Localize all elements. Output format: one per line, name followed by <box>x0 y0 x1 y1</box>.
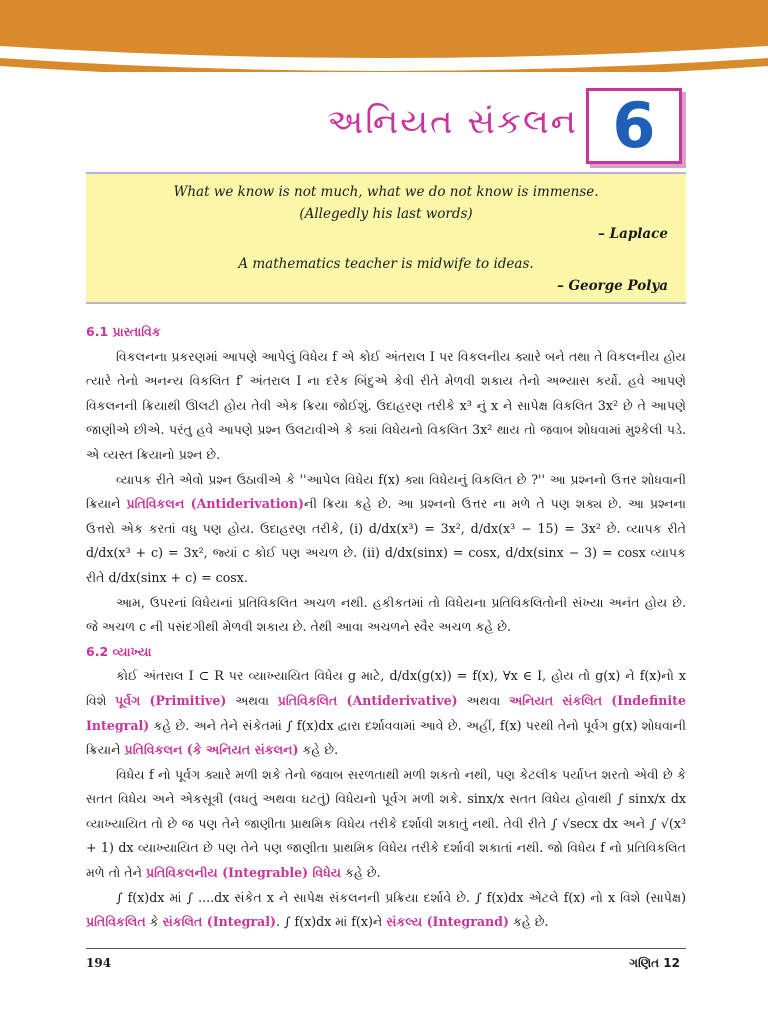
term-antiderivative: પ્રતિવિકલિત (Antiderivative) <box>277 692 458 708</box>
def-p3-a: ∫ f(x)dx માં ∫ ....dx સંકેત x ને સાપેક્ષ સંકલનની પ્રક્રિયા દર્શાવે છે. ∫ f(x)dx એટલે f(x) નો x વિશે (સાપેક્ષ) <box>116 889 686 905</box>
quote-author-laplace: – Laplace <box>598 226 668 242</box>
def-p2-a: વિધેય f નો પૂર્વગ ક્યારે મળી શકે તેનો જવાબ સરળતાથી મળી શકતો નથી, પણ કેટલીક પર્યાપ્ત શરતો એવી છે કે સતત વિધેય અને એકસૂત્રી (વધતું અથવા ઘટતું) વિધેયનો પૂર્વગ મળી શકે. sinx/x સતત વિધેય હોવાથી ∫ sinx/x dx વ્યાખ્યાયિત તો છે જ પણ તેને જાણીતા પ્રાથમિક વિધેય તરીકે દર્શાવી શકાતું નથી. તેવી રીતે ∫ √secx dx અને ∫ √(x³ + 1) dx વ્યાખ્યાયિત છે પણ તેને પણ જાણીતા પ્રાથમિક વિધેય તરીકે દર્શાવી શકાતાં નથી. જો વિધેય f નો પ્રતિવિકલિત મળે તો તેને <box>86 766 686 881</box>
quote-laplace: What we know is not much, what we do not know is immense. <box>173 184 599 200</box>
intro-paragraph-3: આમ, ઉપરનાં વિધેયનાં પ્રતિવિકલિત અચળ નથી. હકીકતમાં તો વિધેયના પ્રતિવિકલિતોની સંખ્યા અનંત હોય છે. જે અચળ c ની પસંદગીથી મેળવી શકાય છે. તેથી આવા અચળને સ્વૈર અચળ કહે છે. <box>86 594 686 635</box>
def-p3-b: . ∫ f(x)dx માં f(x)ને <box>275 914 387 930</box>
intro-paragraph-1: વિકલનના પ્રકરણમાં આપણે આપેલું વિધેય f એ કોઈ અંતરાલ I પર વિકલનીય ક્યારે બને તથા તે વિકલનીય હોય ત્યારે તેનો અનન્ય વિકલિત f′ અંતરાલ I ના દરેક બિંદુએ કેવી રીતે મેળવી શકાય તેનો અભ્યાસ કર્યો. હવે આપણે વિકલનની ક્રિયાથી ઊલટી હોય તેવી એક ક્રિયા જોઈશું. ઉદાહરણ તરીકે x³ નું x ને સાપેક્ષ વિકલિત 3x² છે તે આપણે જાણીએ છીએ. પરંતુ હવે આપણે પ્રશ્ન ઉલટાવીએ કે ક્યાં વિધેયનો વિકલિત 3x² થાય તો જવાબ શોધવામાં મુશ્કેલી પડે. એ વ્યસ્ત ક્રિયાનો પ્રશ્ન છે. <box>86 348 686 462</box>
term-integral: સંકલિત (Integral) <box>162 914 276 930</box>
term-indefinite-integral: અનિયત સંકલિત (Indefinite Integral) <box>86 692 686 733</box>
word-or-1: અથવા <box>226 692 278 708</box>
term-primitive: પૂર્વગ (Primitive) <box>115 692 227 708</box>
quote-author-polya: – George Polya <box>557 278 668 294</box>
def-p3-c: કહે છે. <box>508 914 549 930</box>
page-number: 194 <box>86 956 112 970</box>
def-p1-b: કહે છે. અને તેને સંકેતમાં ∫ f(x)dx દ્વારા દર્શાવવામાં આવે છે. અહીં, f(x) પરથી તેનો પૂર્વગ g(x) શોધવાની ક્રિયાને <box>86 717 686 758</box>
quote-laplace-note: (Allegedly his last words) <box>299 206 473 222</box>
definition-paragraph-3 <box>86 886 686 935</box>
chapter-number: 6 <box>612 89 656 162</box>
footer-subject: ગણિત 12 <box>629 956 680 970</box>
word-ke: કે <box>145 914 163 930</box>
main-content <box>86 320 686 935</box>
quote-box <box>86 172 686 304</box>
footer-divider <box>86 948 686 949</box>
chapter-number-box <box>586 88 682 164</box>
def-p2-b: કહે છે. <box>341 865 381 881</box>
intro-paragraph-2-a: વ્યાપક રીતે એવો પ્રશ્ન ઉઠાવીએ કે ''આપેલ વિધેય f(x) ક્યા વિધેયનું વિકલિત છે ?'' આ પ્રશ્નનો ઉત્તર શોધવાની ક્રિયાને <box>86 471 686 512</box>
term-antiderivative-2: પ્રતિવિકલિત <box>86 914 146 930</box>
term-antidifferentiation: પ્રતિવિકલન (કે અનિયત સંકલન) <box>124 742 299 758</box>
intro-paragraph-2-b: ની ક્રિયા કહે છે. આ પ્રશ્નનો ઉત્તર ના મળે તે પણ શક્ય છે. આ પ્રશ્નના ઉત્તરો એક કરતાં વધુ પણ હોય. ઉદાહરણ તરીકે, (i) d/dx(x³) = 3x², d/dx(x³ − 15) = 3x² છે. વ્યાપક રીતે d/dx(x³ + c) = 3x², જ્યાં c કોઈ પણ અચળ છે. (ii) d/dx(sinx) = cosx, d/dx(sinx − 3) = cosx વ્યાપક રીતે d/dx(sinx + c) = cosx. <box>86 496 686 585</box>
section-heading-definition: 6.2 વ્યાખ્યા <box>86 643 152 659</box>
def-p1-c: કહે છે. <box>298 742 339 758</box>
term-integrand: સંકલ્ય (Integrand) <box>386 914 509 930</box>
chapter-header <box>0 88 768 168</box>
definition-paragraph-1 <box>86 664 686 762</box>
word-or-2: અથવા <box>457 692 509 708</box>
section-heading-intro: 6.1 પ્રાસ્તાવિક <box>86 324 161 339</box>
quote-polya: A mathematics teacher is midwife to ideas. <box>238 256 534 272</box>
term-integrable-function: પ્રતિવિકલનીય (Integrable) વિધેય <box>145 865 342 881</box>
top-banner <box>0 0 768 72</box>
def-p1-a: કોઈ અંતરાલ I ⊂ R પર વ્યાખ્યાયિત વિધેય g માટે, d/dx(g(x)) = f(x), ∀x ∈ I, હોય તો g(x) ને f(x)નો x વિશે <box>86 668 686 708</box>
intro-paragraph-2 <box>86 468 686 591</box>
term-antiderivation: પ્રતિવિકલન (Antiderivation) <box>126 496 304 512</box>
definition-paragraph-2 <box>86 763 686 886</box>
chapter-title: અનિયત સંકલન <box>327 102 578 142</box>
